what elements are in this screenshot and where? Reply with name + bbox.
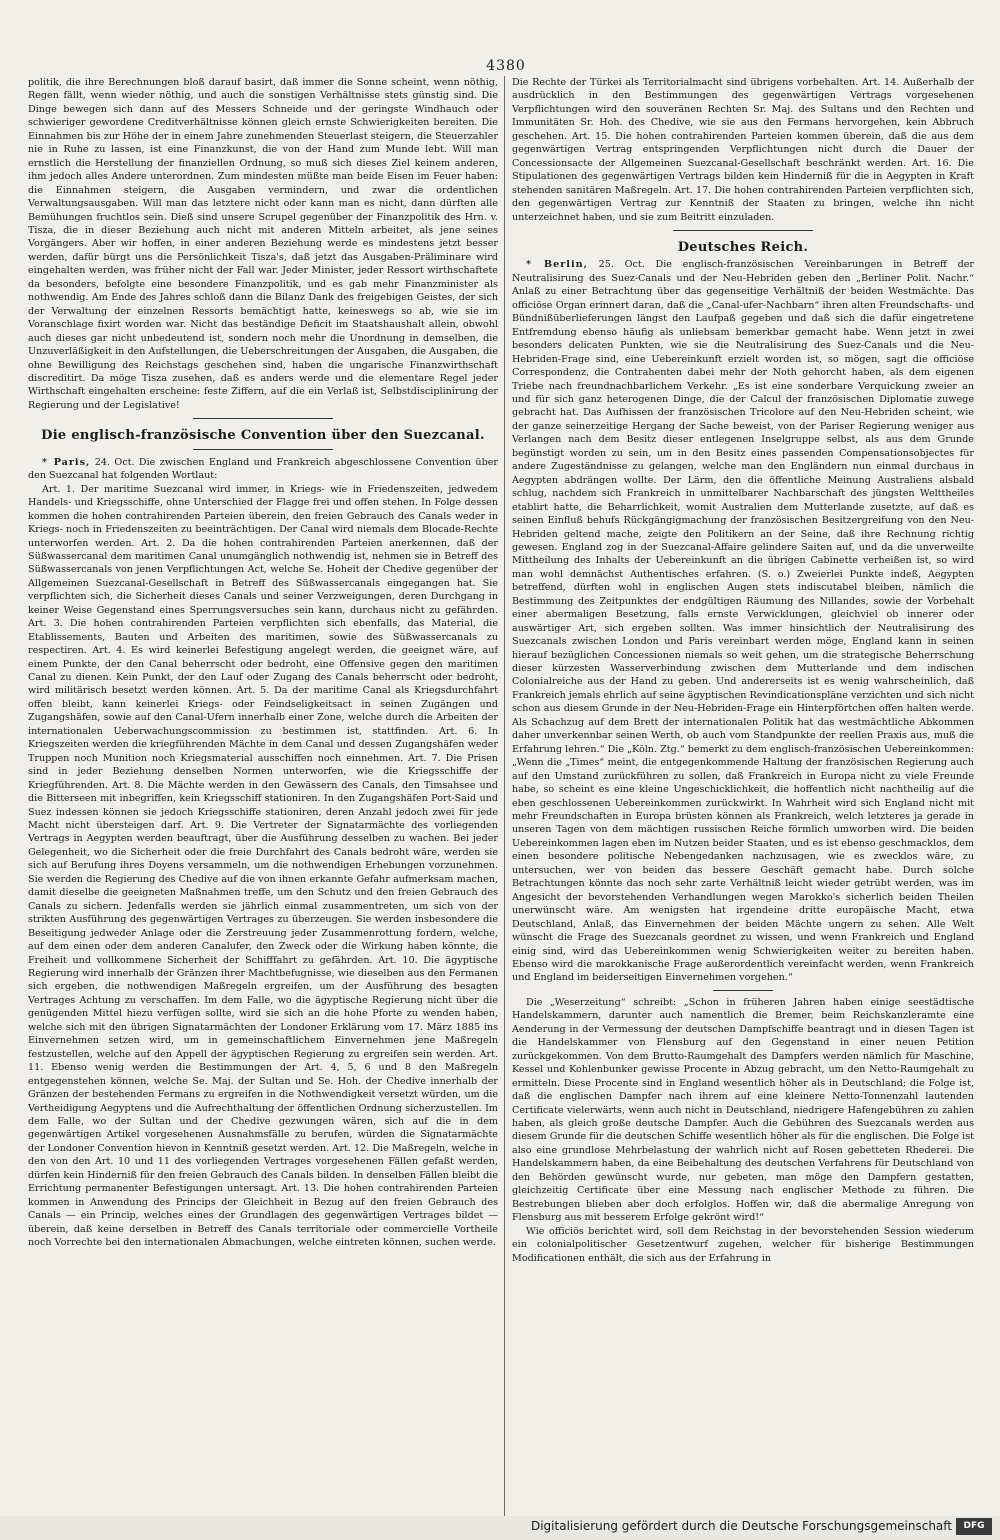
paris-dateline-paragraph bbox=[28, 456, 498, 483]
intro-paragraph: politik, die ihre Berechnungen bloß darauf basirt, daß immer die Sonne scheint, wenn nöthig, Regen fällt, wenn wieder nöthig, und auch die sonstigen Verhältnisse stets günstig sind. Die Dinge bewegen sich dann auf des Messers Schneide und der geringste Windhauch oder schwieriger gewordene Creditverhältnisse können gleich ernste Schwierigkeiten bereiten. Die Einnahmen bis zur Höhe der in einem Jahre zunehmenden Steuerlast steigern, die Steuerzahler nie in Ruhe zu lassen, ist eine Finanzkunst, die von der Hand zum Munde lebt. Will man ernstlich die Herstellung der finanziellen Ordnung, so muß sich dieses Ziel keinem anderen, ihm jedoch alles Andere unterordnen. Zum mindesten müßte man beide Eisen im Feuer haben: die Einnahmen steigern, die Ausgaben vermindern, und zwar die ordentlichen Verwaltungsausgaben. Will man das letztere nicht oder kann man es nicht, dann dürften alle Bemühungen fruchtlos sein. Dieß sind unsere Scrupel gegenüber der Finanzpolitik des Hrn. v. Tisza, die in dieser Beziehung auch nicht mit anderen Mitteln arbeitet, als jene seines Vorgängers. Aber wir hoffen, in einer anderen Beziehung werde es mindestens jetzt besser werden, dafür bürgt uns die Persönlichkeit Tisza's, daß jetzt das Ausgaben-Präliminare wird eingehalten werden, was früher nicht der Fall war. Jeder Minister, jeder Ressort wirthschaftete da besonders, befolgte eine besondere Finanzpolitik, und es gab mehr Finanzminister als nothwendig. Am Ende des Jahres schloß dann die Bilanz Dank des freigebigen Geistes, der sich der Verwaltung der einzelnen Ressorts bemächtigt hatte, keineswegs so ab, wie sie im Voranschlage fixirt worden war. Nicht das beständige Deficit im Staatshaushalt allein, obwohl auch dieses gar nicht unbedeutend ist, sondern noch mehr die Unordnung in demselben, die Unzuverläßigkeit in den Aufstellungen, die Ueberschreitungen der Ausgaben, die Ausgaben, die ohne Bewilligung des Reichstags geschehen sind, haben die ungarische Finanzwirthschaft discreditirt. Da möge Tisza zusehen, daß es anders werde und die elementare Regel jeder Wirthschaft eingehalten erscheine: feste Ziffern, auf die ein Verlaß ist, Selbstdisciplinirung der Regierung und der Legislative! bbox=[28, 77, 498, 411]
page-number: 4380 bbox=[486, 58, 526, 74]
paris-dateline: * Paris, bbox=[42, 456, 91, 468]
berlin-dateline: * Berlin, bbox=[526, 259, 588, 271]
dfg-logo-icon: DFG bbox=[956, 1518, 992, 1535]
left-column bbox=[28, 76, 498, 1516]
column-rule bbox=[504, 76, 505, 1516]
berlin-dateline-text: 25. Oct. Die englisch-französischen Vereinbarungen in Betreff der Neutralisirung des Suez-Canals und der Neu-Hebriden geben den „Berliner Polit. Nachr.“ Anlaß zu einer Betrachtung über das gegenseitige Verhältniß der beiden Westmächte. Das officiöse Organ erinnert daran, daß die „Canal-ufer-Nachbarn“ ihren alten Freundschafts- und Bündnißüberlieferungen längst den Laufpaß gegeben und daß sich die dafür eingetretene Entfremdung ebenso häufig als unliebsam bemerkbar gemacht habe. Wenn jetzt in zwei besonders delicaten Punkten, wie sie die Neutralisirung des Suez-Canals und die Neu-Hebriden-Frage sind, eine Uebereinkunft erzielt worden ist, so mögen, sagt die officiöse Correspondenz, die Contrahenten dabei mehr der Noth gehorcht haben, als dem eigenen Triebe nach freundnachbarlichem Verkehr. „Es ist eine sonderbare Verquickung zweier an und für sich ganz heterogenen Dinge, die der Calcul der französischen Diplomatie zuwege gebracht hat. Das Aufhissen der französischen Tricolore auf den Neu-Hebriden scheint, wie der ganze seinerzeitige Hergang der Sache beweist, von der Pariser Regierung weniger aus Verlangen nach dem Besitz dieser entlegenen Inselgruppe selbst, als aus dem Grunde begünstigt worden zu sein, um in den Besitz eines passenden Compensationsobjectes für andere Zugeständnisse zu gelangen, welche man den Engländern nun einmal durchaus in Aegypten abdrängen wollte. Der Lärm, den die öffentliche Meinung Australiens alsbald schlug, nachdem sich Frankreich in unmittelbarer Nachbarschaft des jüngsten Welttheiles etablirt hatte, die Beharrlichkeit, womit Australien dem Mutterlande zusetzte, auf daß es seinen Einfluß behufs Rückgängigmachung der französischen Besitzergreifung von den Neu-Hebriden geltend mache, zeigte den Politikern an der Seine, daß ihre Rechnung richtig gewesen. England zog in der Suezcanal-Affaire gelindere Saiten auf, und da die unverweilte Mittheilung des Inhalts der Uebereinkunft an die übrigen Cabinette verheißen ist, so wird man wohl demnächst Authentisches erfahren. (S. o.) Zweierlei Punkte indeß, Aegypten betreffend, dürften wohl in englischen Augen stets indiscutabel bleiben, nämlich die Bestimmung des Zeitpunktes der endgültigen Räumung des Nillandes, sowie der Vorbehalt einer abermaligen Besetzung, falls ernste Verwicklungen, gleichviel ob innerer oder auswärtiger Art, sich ergeben sollten. Was immer hinsichtlich der Neutralisirung des Suezcanals zwischen London und Paris vereinbart werden möge, England kann in seinen hierauf bezüglichen Concessionen niemals so weit gehen, um die strategische Beherrschung dieser kürzesten Wasserverbindung zwischen dem Mutterlande und dem indischen Colonialreiche aus der Hand zu geben. Und andererseits ist es wenig wahrscheinlich, daß Frankreich jemals ehrlich auf seine ägyptischen Revindicationspläne verzichten und sich nicht schon aus diesem Grunde in der Neu-Hebriden-Frage ein Hinterpförtchen offen halten werde. Als Schachzug auf dem Brett der internationalen Politik hat das westmächtliche Abkommen daher unverkennbar seinen Werth, ob auch vom Standpunkte der reellen Praxis aus, muß die Erfahrung lehren.“ Die „Köln. Ztg.“ bemerkt zu dem englisch-französischen Uebereinkommen: „Wenn die „Times“ meint, die entgegenkommende Haltung der französischen Regierung auch auf den Umstand zurückführen zu sollen, daß Frankreich in Europa nicht zu viele Freunde habe, so scheint es eine kleine Ungeschicklichkeit, die hoffentlich nicht nachtheilig auf die eben geschlossenen Uebereinkommen zurückwirkt. In Wahrheit wird sich England nicht mit mehr Freundschaften in Europa brüsten können als Frankreich, welch letzteres ja gerade in unseren Tagen von dem mächtigen russischen Reiche förmlich umworben wird. Die beiden Uebereinkommen lagen eben im Nutzen beider Staaten, und es ist ebenso geschmacklos, dem einen besondere politische Nebengedanken nachzusagen, wie es zwecklos wäre, zu untersuchen, wer von beiden das bessere Geschäft gemacht habe. Durch solche Betrachtungen könnte das noch sehr zarte Verhältniß leicht wieder getrübt werden, was im Angesicht der bevorstehenden Verhandlungen wegen Marokko's sicherlich beiden Theilen unerwünscht wäre. Am wenigsten hat irgendeine dritte europäische Macht, etwa Deutschland, Anlaß, das Einvernehmen der beiden Mächte ungern zu sehen. Alle Welt wünscht die Frage des Suezcanals geordnet zu wissen, und wenn Frankreich und England einig sind, wird das Uebereinkommen wenig Schwierigkeiten weiter zu bereiten haben. Ebenso wird die marokkanische Frage außerordentlich vereinfacht werden, wenn Frankreich und England im beiderseitigen Einvernehmen vorgehen.“ bbox=[512, 259, 974, 984]
section-divider-right bbox=[673, 230, 813, 231]
right-column bbox=[512, 76, 974, 1516]
headline-underline bbox=[193, 449, 333, 450]
paragraph-divider bbox=[713, 990, 773, 991]
berlin-dateline-paragraph bbox=[512, 258, 974, 984]
section-divider bbox=[193, 418, 333, 419]
weserzeitung-paragraph: Die „Weserzeitung“ schreibt: „Schon in früheren Jahren haben einige seestädtische Handelskammern, darunter auch namentlich die Bremer, beim Reichskanzleramte eine Aenderung in der Vermessung der deutschen Dampfschiffe beantragt und in diesen Tagen ist die Handelskammer von Flensburg auf den Gegenstand in einer neuen Petition zurückgekommen. Von dem Brutto-Raumgehalt des Dampfers werden nämlich für Maschine, Kessel und Kohlenbunker gewisse Procente in Abzug gebracht, um den Netto-Raumgehalt zu ermitteln. Diese Procente sind in England wesentlich höher als in Deutschland; die Folge ist, daß die englischen Dampfer nach ihrem auf eine kleinere Netto-Tonnenzahl lautenden Certificate vielerwärts, wenn auch nicht in Deutschland, niedrigere Hafengebühren zu zahlen haben, als gleich große deutsche Dampfer. Auch die Gebühren des Suezcanals werden aus diesem Grunde für die deutschen Schiffe wesentlich höher als für die englischen. Die Folge ist also eine grundlose Mehrbelastung der wahrlich nicht auf Rosen gebetteten Rhederei. Die Handelskammern haben, da eine Beibehaltung des deutschen Verfahrens für Deutschland von den Behörden gewünscht wurde, nur gebeten, man möge den Dampfern gestatten, gleichzeitig Certificate über eine Messung nach englischer Methode zu führen. Die Bestrebungen blieben aber doch erfolglos. Hoffen wir, daß die abermalige Anregung von Flensburg aus mit besserem Erfolge gekrönt wird!“ bbox=[512, 996, 974, 1224]
convention-continuation: Die Rechte der Türkei als Territorialmacht sind übrigens vorbehalten. Art. 14. Außerhalb der ausdrücklich in den Bestimmungen des gegenwärtigen Vertrags vorgesehenen Verpflichtungen wird den souveränen Rechten Sr. Maj. des Sultans und den Rechten und Immunitäten Sr. Hoh. des Chedive, wie sie aus den Fermans hervorgehen, kein Abbruch geschehen. Art. 15. Die hohen contrahirenden Parteien kommen überein, daß die aus dem gegenwärtigen Vertrag entspringenden Verpflichtungen nicht durch die Dauer der Concessionsacte der Allgemeinen Suezcanal-Gesellschaft beschränkt werden. Art. 16. Die Stipulationen des gegenwärtigen Vertrags bilden kein Hinderniß für die in Aegypten in Kraft stehenden sanitären Maßregeln. Art. 17. Die hohen contrahirenden Parteien verpflichten sich, den gegenwärtigen Vertrag zur Kenntniß der Staaten zu bringen, welche ihn nicht unterzeichnet haben, und sie zum Beitritt einzuladen. bbox=[512, 77, 974, 223]
paris-dateline-text: 24. Oct. Die zwischen England und Frankreich abgeschlossene Convention über den Suezcanal hat folgenden Wortlaut: bbox=[28, 456, 498, 482]
footer-credit: Digitalisierung gefördert durch die Deutsche Forschungsgemeinschaft bbox=[530, 1519, 952, 1533]
suezcanal-headline: Die englisch-französische Convention über den Suezcanal. bbox=[41, 428, 485, 444]
convention-articles: Art. 1. Der maritime Suezcanal wird immer, in Kriegs- wie in Friedenszeiten, jedwedem Handels- und Kriegsschiffe, ohne Unterschied der Flagge frei und offen stehen. In Folge dessen kommen die hohen contrahirenden Parteien überein, den freien Gebrauch des Canals weder in Kriegs- noch in Friedenszeiten zu beeinträchtigen. Der Canal wird niemals dem Blocade-Rechte unterworfen werden. Art. 2. Da die hohen contrahirenden Parteien anerkennen, daß der Süßwassercanal dem maritimen Canal unumgänglich nothwendig ist, nehmen sie in Betreff des Süßwassercanals von jenen Verpflichtungen Act, welche Se. Hoheit der Chedive gegenüber der Allgemeinen Suezcanal-Gesellschaft in Betreff des Süßwassercanals eingegangen hat. Sie verpflichten sich, die Sicherheit dieses Canals und seiner Verzweigungen, deren Durchgang in keiner Weise Gegenstand eines Sperrungsversuches sein kann, durchaus nicht zu gefährden. Art. 3. Die hohen contrahirenden Parteien verpflichten sich ebenfalls, das Material, die Etablissements, Bauten und Arbeiten des maritimen, sowie des Süßwassercanals zu respectiren. Art. 4. Es wird keinerlei Befestigung angelegt werden, die geeignet wäre, auf einem Punkte, der den Canal beherrscht oder bedroht, eine Offensive gegen den maritimen Canal zu dienen. Kein Punkt, der den Lauf oder Zugang des Canals beherrscht oder bedroht, wird militärisch besetzt werden können. Art. 5. Da der maritime Canal als Kriegsdurchfahrt offen bleibt, kann keinerlei Kriegs- oder Feindseligkeitsact in seinen Zugängen und Zugangshäfen, sowie auf den Canal-Ufern innerhalb einer Zone, welche durch die Arbeiten der internationalen Ueberwachungscommission zu bestimmen ist, stattfinden. Art. 6. In Kriegszeiten werden die kriegführenden Mächte in dem Canal und dessen Zugangshäfen weder Truppen noch Munition noch Kriegsmaterial ausschiffen noch einnehmen. Art. 7. Die Prisen sind in jeder Beziehung denselben Normen unterworfen, wie die Kriegsschiffe der Kriegführenden. Art. 8. Die Mächte werden in den Gewässern des Canals, den Timsahsee und die Bitterseen mit inbegriffen, kein Kriegsschiff stationiren. In den Zugangshäfen Port-Said und Suez indessen können sie jedoch Kriegsschiffe stationiren, deren Anzahl jedoch zwei für jede Macht nicht übersteigen darf. Art. 9. Die Vertreter der Signatarmächte des vorliegenden Vertrags in Aegypten werden beauftragt, über die Ausführung desselben zu wachen. Bei jeder Gelegenheit, wo die Sicherheit oder die freie Durchfahrt des Canals bedroht wäre, werden sie sich auf Berufung ihres Doyens versammeln, um die nothwendigen Erhebungen vorzunehmen. Sie werden die Regierung des Chedive auf die von ihnen erkannte Gefahr aufmerksam machen, damit dieselbe die geeigneten Maßnahmen treffe, um den Schutz und den freien Gebrauch des Canals zu sichern. Jedenfalls werden sie jährlich einmal zusammentreten, um sich von der strikten Ausführung des gegenwärtigen Vertrages zu überzeugen. Sie werden insbesondere die Beseitigung jedweder Anlage oder die Zerstreuung jeder Zusammenrottung fordern, welche, auf dem einen oder dem anderen Canalufer, den Zweck oder die Wirkung haben könnte, die Freiheit und vollkommene Sicherheit der Schifffahrt zu gefährden. Art. 10. Die ägyptische Regierung wird innerhalb der Gränzen ihrer Machtbefugnisse, wie dieselben aus den Fermanen sich ergeben, die nothwendigen Maßregeln ergreifen, um der Ausführung des besagten Vertrages Achtung zu verschaffen. Im dem Falle, wo die ägyptische Regierung nicht über die genügenden Mittel hiezu verfügen sollte, wird sie sich an die hohe Pforte zu wenden haben, welche sich mit den übrigen Signatarmächten der Londoner Erklärung vom 17. März 1885 ins Einvernehmen setzen wird, um in gemeinschaftlichem Einvernehmen jene Maßregeln festzustellen, welche auf den Appell der ägyptischen Regierung zu ergreifen sein werden. Art. 11. Ebenso wenig werden die Bestimmungen der Art. 4, 5, 6 und 8 den Maßregeln entgegenstehen können, welche Se. Maj. der Sultan und Se. Hoh. der Chedive innerhalb der Gränzen der bestehenden Fermans zu ergreifen in die Nothwendigkeit versetzt würden, um die Vertheidigung Aegyptens und die Aufrechthaltung der öffentlichen Ordnung sicherzustellen. Im dem Falle, wo der Sultan und der Chedive gezwungen wären, sich auf die in dem gegenwärtigen Artikel vorgesehenen Ausnahmsfälle zu berufen, würden die Signatarmächte der Londoner Convention hievon in Kenntniß gesetzt werden. Art. 12. Die Maßregeln, welche in den von den Art. 10 und 11 des vorliegenden Vertrages vorgesehenen Fällen gefaßt werden, dürfen kein Hinderniß für den freien Gebrauch des Canals bilden. In denselben Fällen bleibt die Errichtung permanenter Befestigungen untersagt. Art. 13. Die hohen contrahirenden Parteien kommen in Anwendung des Princips der Gleichheit in Bezug auf den freien Gebrauch des Canals — ein Princip, welches eines der Grundlagen des gegenwärtigen Vertrages bildet — überein, daß keine derselben in Betreff des Canals territoriale oder commercielle Vortheile noch Vorrechte bei den internationalen Abmachungen, welche eintreten können, suchen werde. bbox=[28, 483, 498, 1249]
deutsches-reich-heading: Deutsches Reich. bbox=[677, 239, 809, 255]
colonial-bill-paragraph: Wie officiös berichtet wird, soll dem Reichstag in der bevorstehenden Session wiederum ein colonialpolitischer Gesetzentwurf zugehen, welcher für bisherige Bestimmungen Modificationen enthält, die sich aus der Erfahrung in bbox=[512, 1225, 974, 1264]
